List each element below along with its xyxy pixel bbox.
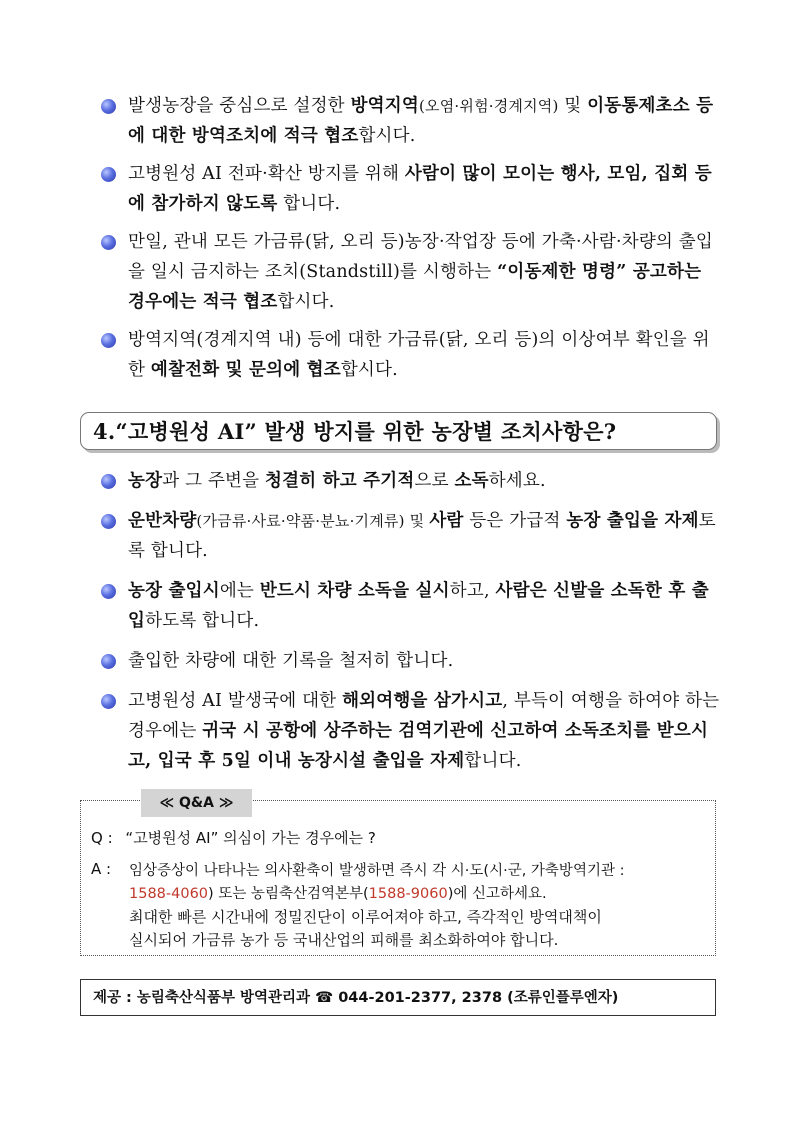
bullet-icon bbox=[101, 167, 116, 182]
answer-label: A : bbox=[91, 860, 112, 878]
qa-box bbox=[80, 800, 716, 956]
list-item: 방역지역(경계지역 내) 등에 대한 가금류(닭, 오리 등)의 이상여부 확인을 위한 예찰전화 및 문의에 협조합시다. bbox=[98, 325, 722, 385]
bullet-icon bbox=[101, 514, 116, 529]
list-item: 운반차량(가금류·사료·약품·분뇨·기계류) 및 사람 등은 가급적 농장 출입을 자제토록 합니다. bbox=[98, 506, 722, 566]
bullet-icon bbox=[101, 584, 116, 599]
list-item: 농장 출입시에는 반드시 차량 소독을 실시하고, 사람은 신발을 소독한 후 출입하도록 합니다. bbox=[98, 576, 722, 636]
question-line bbox=[91, 827, 376, 848]
phone-number: 1588-4060 bbox=[129, 886, 209, 902]
list-item: 농장과 그 주변을 청결히 하고 주기적으로 소독하세요. bbox=[98, 466, 722, 496]
bullet-icon bbox=[101, 99, 116, 114]
bullet-icon bbox=[101, 694, 116, 709]
footer-credit: 제공 : 농림축산식품부 방역관리과 ☎ 044-201-2377, 2378 (조류인플루엔자) bbox=[80, 979, 716, 1016]
section3-list bbox=[98, 91, 722, 385]
answer-text: 임상증상이 나타나는 의사환축이 발생하면 즉시 각 시·도(시·군, 가축방역기관 : 1588-4060) 또는 농림축산검역본부(1588-9060)에 신고하세요. 최대한 빠른 시간내에 정밀진단이 이루어져야 하고, 즉각적인 방역대책이 실시되어 가금류 농가 등 국내산업의 피해를 최소화하여야 합니다. bbox=[129, 863, 625, 949]
list-item: 만일, 관내 모든 가금류(닭, 오리 등)농장·작업장 등에 가축·사람·차량의 출입을 일시 금지하는 조치(Standstill)를 시행하는 “이동제한 명령” 공고하는 경우에는 적극 협조합시다. bbox=[98, 227, 722, 317]
bullet-icon bbox=[101, 333, 116, 348]
bullet-icon bbox=[101, 474, 116, 489]
section4-list bbox=[98, 466, 722, 776]
list-item: 고병원성 AI 발생국에 대한 해외여행을 삼가시고, 부득이 여행을 하여야 하는 경우에는 귀국 시 공항에 상주하는 검역기관에 신고하여 소독조치를 받으시고, 입국 후 5일 이내 농장시설 출입을 자제합니다. bbox=[98, 686, 722, 776]
bullet-icon bbox=[101, 235, 116, 250]
qa-tab: ≪ Q&A ≫ bbox=[141, 789, 252, 817]
list-item: 발생농장을 중심으로 설정한 방역지역(오염·위험·경계지역) 및 이동통제초소 등에 대한 방역조치에 적극 협조합시다. bbox=[98, 91, 722, 151]
question-label: Q : bbox=[91, 829, 113, 847]
phone-number: 1588-9060 bbox=[368, 886, 448, 902]
bullet-icon bbox=[101, 654, 116, 669]
list-item: 출입한 차량에 대한 기록을 철저히 합니다. bbox=[98, 646, 722, 676]
section-heading: 4.“고병원성 AI” 발생 방지를 위한 농장별 조치사항은? bbox=[80, 412, 717, 450]
question-text: “고병원성 AI” 의심이 가는 경우에는 ? bbox=[125, 829, 376, 847]
list-item: 고병원성 AI 전파·확산 방지를 위해 사람이 많이 모이는 행사, 모임, 집회 등에 참가하지 않도록 합니다. bbox=[98, 159, 722, 219]
